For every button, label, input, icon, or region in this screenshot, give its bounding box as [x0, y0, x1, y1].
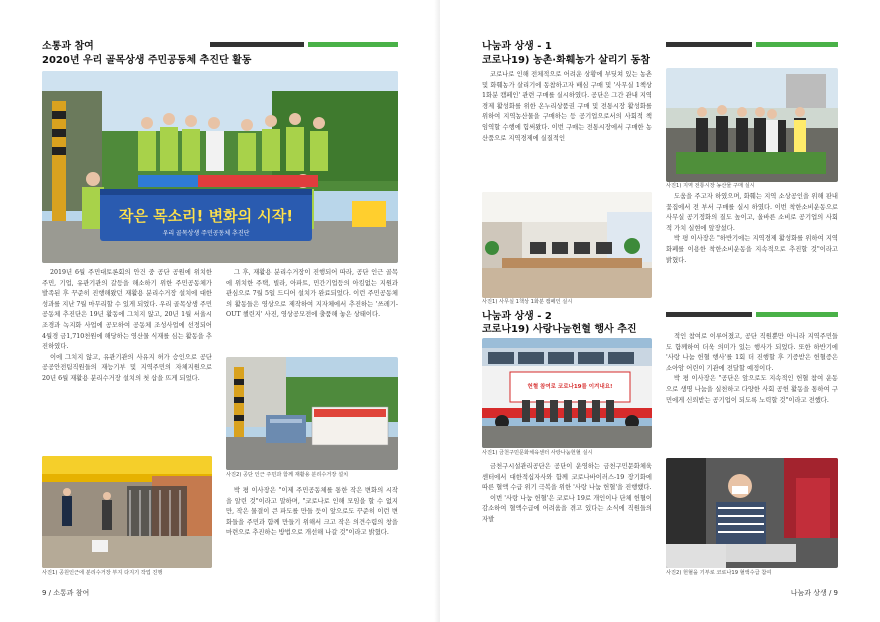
s1-text-b	[666, 192, 838, 266]
section-title: 코로나19) 농촌·화훼농가 살리기 동참	[482, 55, 650, 66]
office-photo	[482, 192, 652, 298]
paragraph: 금천구시설관리공단은 공단이 운영하는 금천구민문화체육센터에서 대한적십자사와 함께 코로나바이러스-19 장기화에 따른 혈액 수급 위기 극복을 위한 '사랑 나눔 헌혈'을 진행했다.	[482, 463, 652, 492]
banner-text: 작은 목소리! 변화의 시작!	[118, 207, 294, 225]
page-footer: 나눔과 상생 / 9	[790, 589, 838, 597]
paragraph: 그 후, 재활용 분리수거장이 진행되어 따라, 공단 인근 골목에 위치한 주택, 빌라, 아파트, 민간기업등의 아킴없는 지원과 관심으로 7월 5일 드디어 설치가 완료되었다. 이런 주민공동체의 활동들은 영상으로 제작하여 지자체에서 추진하는 '쓰레기-OUT 챌린지' 사진, 영상공모전에 출품해 놓은 상태이다.	[226, 269, 398, 319]
s1-text	[482, 70, 652, 144]
s2-text-right	[666, 332, 838, 406]
photo-caption: 사진1) 사무실 1책상 1화분 캠페인 실시	[482, 299, 573, 305]
market-photo	[666, 68, 838, 182]
banner-sub: 우리 골목상생 주민공동체 추진단	[162, 230, 250, 237]
section-label: 나눔과 상생 - 2	[482, 311, 552, 322]
s2-text-left	[482, 462, 652, 526]
photo-caption: 사진1) 지역 전통시장 농산물 구매 실시	[666, 183, 755, 189]
photo-group-illustration	[42, 71, 398, 263]
paragraph: 박 평 이사장은 "이제 주민공동체를 통한 작은 변화의 시작을 알린 것"이라고 말하며, "코로나로 인해 모임을 할 수 없지만, 작은 물결이 큰 파도를 만들 듯이 앞으로도 꾸준히 이런 변화들을 주민과 함께 만들기 위해서 크고 작은 의견수렴의 창을 마련으로 추진하는 방법으로 개선해 나갈 것"이라고 밝혔다.	[226, 487, 398, 537]
section-label: 소통과 참여	[42, 41, 94, 52]
section-label: 나눔과 상생 - 1	[482, 41, 552, 52]
left-col2-text-b	[226, 486, 398, 539]
bus-banner-text: 헌혈 참여로 코로나19를 이겨내요!	[527, 384, 613, 390]
paragraph: 코로나로 인해 전체적으로 어려운 상황에 부딪쳐 있는 농촌 및 화훼농가 살리기에 동참하고자 배심 구매 및 '사무실 1책상 1화분 캠페인' 관련 구매를 실시하였다. 공단은 그간 관내 지역경제 활성화를 위한 온누리상품권 구매 및 전통시장 활성화를 위하여 지역농산물을 구매하는 등 공기업으로서의 사회적 책임역할 수행에 힘써왔다. 이번 구매는 전통시장에서 구매한 농산품으로 지역경제에 실질적인	[482, 71, 652, 142]
page-title: 2020년 우리 골목상생 주민공동체 추진단 활동	[42, 55, 252, 66]
left-col1-text	[42, 268, 212, 385]
main-photo	[42, 71, 398, 263]
section-bar	[210, 42, 398, 47]
paragraph: 도움을 주고자 하였으며, 화훼는 지역 소상공인을 위해 판내 꽃집에서 전 부서 구매를 실시 하였다. 이번 착한소비운동으로 사무실 공기정화의 질도 높이고, 올바른 소비로 공기업의 사회적 가치 실현에 앞장섰다.	[666, 193, 838, 232]
photo-caption: 사진2) 공단 인근 주민과 함께 재활용 분리수거장 설치	[226, 472, 349, 478]
paragraph: 2019년 6월 주민대토론회의 안건 중 공단 공원에 위치한 주민, 기업, 유관기관의 갈등을 해소하기 위한 주민공동체가 발족된 후 꾸준히 진행해왔던 재활용 분리수거장 설치에 대한 성과를 지난 7월 마무리할 수 있게 되었다. 우리 골목상생 주민공동체 추진단은 19년 활동에 그치지 않고, 20년 1월 서울시 조경과 녹지화 사업에 공모하여 공동체 조성사업에 선정되어 4월경 금1,710천원에 해당하는 영산물 식재를 심는 활동을 추진하였다.	[42, 269, 213, 351]
recycling-photo	[226, 357, 398, 470]
left-col2-text	[226, 268, 398, 321]
photo-caption: 사진1) 금천구민문화체육센터 사랑나눔헌혈 실시	[482, 450, 593, 456]
paragraph: 이번 '사랑 나눔 헌혈'은 코로나 19로 개인이나 단체 헌혈이 감소하여 혈액수급에 어려움을 겪고 있다는 소식에 직원들의 자발	[482, 494, 652, 523]
page-footer: 9 / 소통과 참여	[42, 589, 90, 597]
paragraph: 박 평 이사장은 "공단은 앞으로도 지속적인 헌혈 참여 운동으로 생명 나눔을 실천하고 다양한 사회 공헌 활동을 통하여 구민에게 신뢰받는 공기업이 되도록 노력할 것"이라고 전했다.	[666, 375, 838, 404]
paragraph: 박 평 이사장은 "하반기에는 지역경제 활성화를 위하여 지역화폐를 이용한 착한소비운동을 지속적으로 추진할 것"이라고 밝혔다.	[666, 235, 838, 264]
section-title: 코로나19) 사랑나눔헌혈 행사 추진	[482, 324, 637, 335]
paragraph: 이에 그치지 않고, 유관기관의 사유지 허가 승인으로 공단 공공안전팀직원들의 재능기부 및 지역주민의 자체지원으로 20년 6월 재활용 분리수거장 설치의 첫 삽을 뜨게 되었다.	[42, 353, 212, 382]
right-page	[440, 0, 880, 622]
photo-caption: 사진2) 헌혈을 기부로 코로나19 혈액수급 참여	[666, 570, 772, 576]
donor-photo	[666, 458, 838, 568]
section-bar	[666, 312, 838, 317]
photo-caption: 사진1) 공원인근에 분리수거장 부지 다지기 작업 진행	[42, 570, 163, 576]
section-bar	[666, 42, 838, 47]
worksite-photo	[42, 456, 212, 568]
paragraph: 적인 참여로 이루어졌고, 공단 직원뿐만 아니라 지역주민들도 함께하여 더욱 의미가 있는 행사가 되었다. 또한 하반기에 '사랑 나눔 헌혈 행사'를 1회 더 진행할 후 기증받은 헌혈증은 소아암 어린이 기관에 전달할 예정이다.	[666, 333, 838, 372]
blood-drive-photo	[482, 338, 652, 448]
